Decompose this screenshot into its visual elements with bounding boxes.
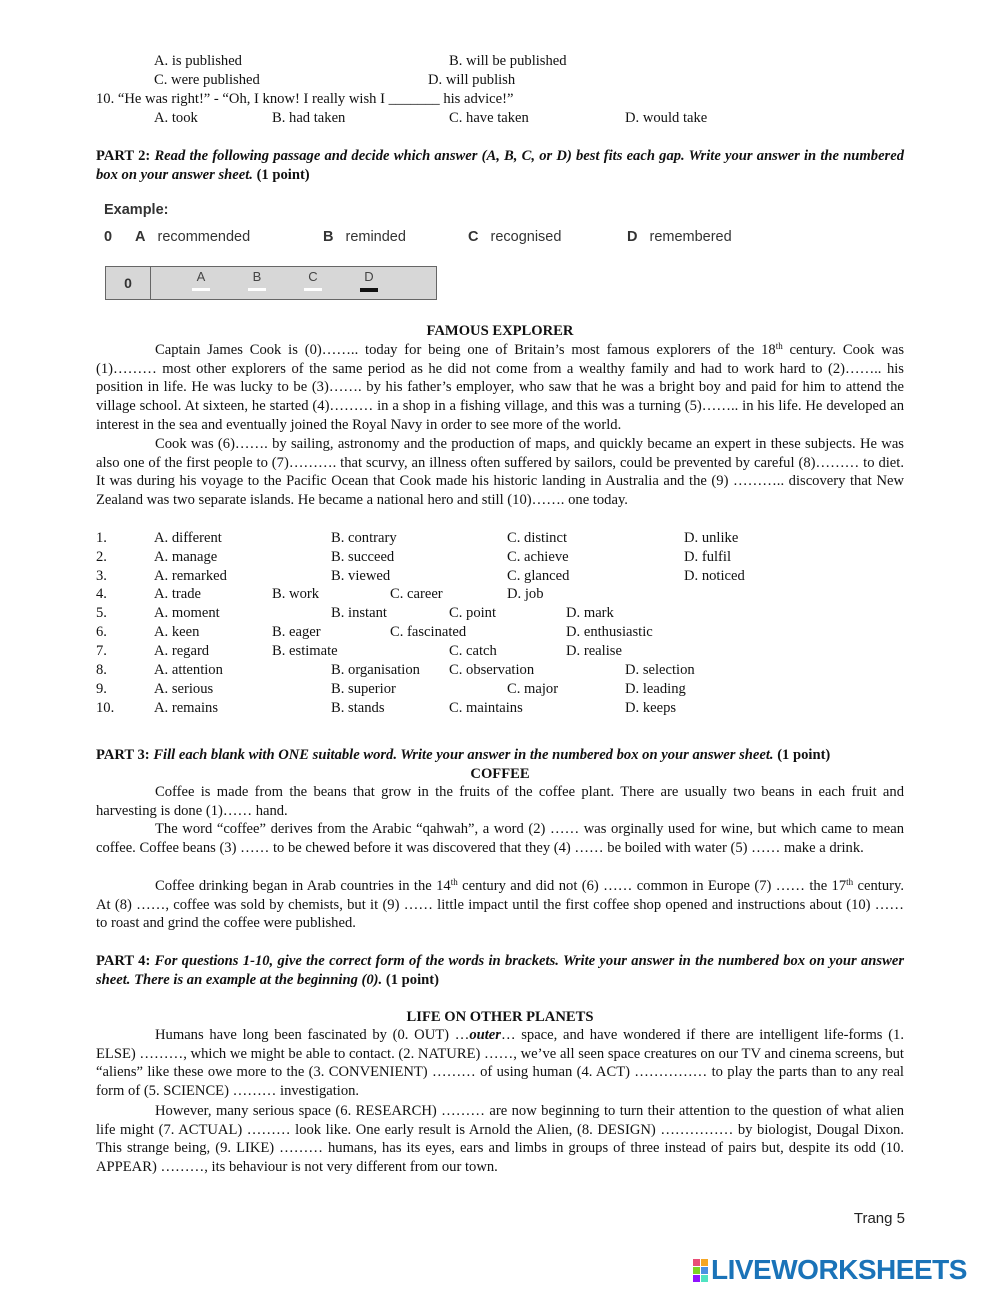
- opt-row-8-num: 8.: [96, 662, 107, 678]
- opt-row-4-a: A. trade: [154, 586, 202, 602]
- part2-label: PART 2:: [96, 148, 151, 164]
- opt-row-9-c: C. major: [507, 681, 559, 697]
- part4-instruction: [96, 952, 904, 989]
- q9-option-a: A. is published: [154, 53, 242, 69]
- part2-instruction-text: Read the following passage and decide which answer (A, B, C, or D) best fits each gap. Write your answer in the numbered box on your answer sheet.: [96, 148, 905, 183]
- opt-row-5-a: A. moment: [154, 605, 220, 621]
- opt-row-7-a: A. regard: [154, 643, 210, 659]
- opt-row-6-a: A. keen: [154, 624, 200, 640]
- opt-row-2-b: B. succeed: [331, 549, 395, 565]
- planets-p1-text-b: … space, and have wondered if there are intelligent life-forms (1. ELSE) ………, which we might be able to contact. (2. NATURE) ……, we’ve all seen space creatures on our TV and cinema screens, but “aliens” like these owe more to the (3. CONVENIENT) ……… of using human (4. ACT) …………… to play the parts than to any real form of (5. SCIENCE) ……… investigation.: [96, 1027, 904, 1100]
- opt-row-3-a: A. remarked: [154, 568, 227, 584]
- opt-row-8-c: C. observation: [449, 662, 535, 678]
- logo-square-6: [701, 1275, 708, 1282]
- opt-row-7-num: 7.: [96, 643, 107, 659]
- opt-row-2-num: 2.: [96, 549, 107, 565]
- planets-paragraph-1: [96, 1026, 904, 1101]
- opt-row-8-a: A. attention: [154, 662, 223, 678]
- opt-row-8-d: D. selection: [625, 662, 695, 678]
- opt-row-3-num: 3.: [96, 568, 107, 584]
- opt-row-1-num: 1.: [96, 530, 107, 546]
- opt-row-7-d: D. realise: [566, 643, 622, 659]
- coffee-p3-text-a: Coffee drinking began in Arab countries in the 14: [155, 878, 451, 894]
- opt-row-4-b: B. work: [272, 586, 320, 602]
- famous-explorer-paragraph-2: Cook was (6)……. by sailing, astronomy and the production of maps, and quickly became an expert in these subjects. He was also one of the first people to (7)………. that scurvy, an illness often suffered by sailors, could be prevented by careful (8)……… to diet. It was during his voyage to the Pacific Ocean that Cook made his historic landing in Australia and the (9) ……….. discovery that New Zealand was two separate islands. He became a national hero and still (10)……. one today.: [96, 436, 904, 509]
- opt-row-5-num: 5.: [96, 605, 107, 621]
- opt-row-4-num: 4.: [96, 586, 107, 602]
- opt-row-4-c: C. career: [390, 586, 443, 602]
- example-option-b: [323, 229, 406, 245]
- opt-row-2-d: D. fulfil: [684, 549, 732, 565]
- opt-row-3-b: B. viewed: [331, 568, 391, 584]
- planets-p1-example-answer: outer: [469, 1027, 501, 1043]
- opt-row-6-num: 6.: [96, 624, 107, 640]
- coffee-p3-sup-1: th: [450, 877, 458, 887]
- part3-points: (1 point): [777, 747, 831, 763]
- opt-row-1-d: D. unlike: [684, 530, 739, 546]
- q10-option-b: B. had taken: [272, 110, 346, 126]
- planets-paragraph-2: However, many serious space (6. RESEARCH) ……… are now beginning to turn their attention to the question of what alien life might (7. ACTUAL) ……… look like. One early result is Arnold the Alien, (8. DESIGN) …………… by biologist, Dougal Dixon. This strange being, (9. LIKE) ……… humans, has its eyes, ears and limbs in groups of three instead of pairs but, despite its odd (10. APPEAR) ………, its behaviour is not very different from our town.: [96, 1103, 904, 1176]
- q9-option-c: C. were published: [154, 72, 260, 88]
- opt-row-7-b: B. estimate: [272, 643, 338, 659]
- part2-points: (1 point): [256, 166, 310, 183]
- q9-option-d: D. will publish: [428, 72, 516, 88]
- example-box-mark-a: [192, 288, 210, 291]
- example-box-mark-c: [304, 288, 322, 291]
- opt-row-9-b: B. superior: [331, 681, 396, 697]
- coffee-p3-text-c: century. At (8) ……, coffee was sold by chemists, but it (9) …… little impact until the first coffee shop opened and instructions about (10) …… to roast and grind the coffee were published.: [96, 878, 905, 932]
- part3-label: PART 3:: [96, 747, 150, 763]
- opt-row-4-d: D. job: [507, 586, 544, 602]
- famous-explorer-title: FAMOUS EXPLORER: [426, 323, 574, 339]
- opt-row-10-d: D. keeps: [625, 700, 677, 716]
- example-option-c-letter: C: [468, 229, 479, 245]
- famous-explorer-paragraph-1: [96, 341, 904, 435]
- logo-square-2: [701, 1259, 708, 1266]
- liveworksheets-logo: [693, 1256, 967, 1284]
- opt-row-6-b: B. eager: [272, 624, 321, 640]
- opt-row-9-a: A. serious: [154, 681, 214, 697]
- q10-question: 10. “He was right!” - “Oh, I know! I really wish I _______ his advice!”: [96, 91, 514, 107]
- example-option-a-word: recommended: [157, 229, 251, 245]
- example-option-a: [135, 229, 250, 245]
- example-number-text: 0: [104, 229, 113, 245]
- part4-label: PART 4:: [96, 953, 151, 969]
- example-heading: Example:: [104, 202, 169, 218]
- opt-row-10-num: 10.: [96, 700, 115, 716]
- example-box-letter-d: D: [364, 269, 374, 284]
- liveworksheets-logo-icon: [693, 1259, 708, 1282]
- p1-sup: th: [775, 341, 783, 351]
- example-box-letter-c: C: [308, 269, 318, 284]
- example-option-c: [468, 229, 561, 245]
- q10-option-c: C. have taken: [449, 110, 529, 126]
- opt-row-5-d: D. mark: [566, 605, 614, 621]
- q10-option-d: D. would take: [625, 110, 708, 126]
- example-option-b-letter: B: [323, 229, 334, 245]
- opt-row-9-d: D. leading: [625, 681, 686, 697]
- coffee-paragraph-2: The word “coffee” derives from the Arabic “qahwah”, a word (2) …… was orginally used for wine, but which came to mean coffee. Coffee beans (3) …… to be chewed before it was discovered that they (4) …… be boiled with water (5) …… make a drink.: [96, 821, 904, 856]
- coffee-title: COFFEE: [470, 766, 530, 782]
- coffee-p3-sup-2: th: [846, 877, 854, 887]
- p1-text-a: Captain James Cook is (0)…….. today for being one of Britain’s most famous explorers of the 18: [155, 342, 776, 358]
- opt-row-2-a: A. manage: [154, 549, 218, 565]
- opt-row-3-c: C. glanced: [507, 568, 570, 584]
- example-option-d-word: remembered: [649, 229, 732, 245]
- life-on-other-planets-title: LIFE ON OTHER PLANETS: [406, 1009, 594, 1025]
- opt-row-10-b: B. stands: [331, 700, 385, 716]
- example-option-d: [627, 229, 732, 245]
- logo-square-5: [693, 1275, 700, 1282]
- coffee-p3-text-b: century and did not (6) …… common in Europe (7) …… the 17: [457, 878, 847, 894]
- opt-row-1-a: A. different: [154, 530, 222, 546]
- q9-option-b: B. will be published: [449, 53, 567, 69]
- part4-points: (1 point): [385, 971, 439, 988]
- q10-option-a: A. took: [154, 110, 198, 126]
- part2-instruction: [96, 147, 904, 184]
- opt-row-5-b: B. instant: [331, 605, 387, 621]
- part3-instruction-text: Fill each blank with ONE suitable word. Write your answer in the numbered box on your answer sheet.: [153, 747, 774, 763]
- opt-row-3-d: D. noticed: [684, 568, 745, 584]
- example-box-mark-b: [248, 288, 266, 291]
- logo-square-1: [693, 1259, 700, 1266]
- example-box-letter-b: B: [252, 269, 262, 284]
- coffee-paragraph-3: [96, 877, 904, 933]
- liveworksheets-brand-text: LIVEWORKSHEETS: [711, 1254, 967, 1285]
- opt-row-10-a: A. remains: [154, 700, 219, 716]
- coffee-paragraph-1: Coffee is made from the beans that grow in the fruits of the coffee plant. There are usually two beans in each fruit and harvesting is done (1)…… hand.: [96, 784, 904, 819]
- example-box-letter-a: A: [196, 269, 206, 284]
- opt-row-2-c: C. achieve: [507, 549, 569, 565]
- opt-row-1-b: B. contrary: [331, 530, 397, 546]
- logo-square-3: [693, 1267, 700, 1274]
- opt-row-6-c: C. fascinated: [390, 624, 467, 640]
- planets-p1-text-a: Humans have long been fascinated by (0. OUT) …: [155, 1027, 470, 1043]
- part3-instruction: [96, 746, 830, 764]
- example-box-number: 0: [106, 267, 151, 299]
- opt-row-9-num: 9.: [96, 681, 107, 697]
- page-number: Trang 5: [853, 1210, 905, 1227]
- example-option-d-letter: D: [627, 229, 638, 245]
- example-answer-box: [105, 266, 437, 300]
- part4-instruction-text: For questions 1-10, give the correct form of the words in brackets. Write your answer in the numbered box on your answer sheet. There is an example at the beginning (0).: [96, 953, 904, 988]
- example-option-a-letter: A: [135, 229, 146, 245]
- p1-text-b: century. Cook was (1)……… most other explorers of the same period as he did not come from a wealthy family and had to work hard to (2)…….. his position in life. He was lucky to be (3)……. by his father’s employer, who saw that he was a bright boy and paid for him to attend the village school. At sixteen, he started (4)……… in a shop in a fishing village, and this was a turning (5)…….. in his life. He developed an interest in the sea and eventually joined the Royal Navy in order to see more of the world.: [96, 342, 904, 433]
- opt-row-7-c: C. catch: [449, 643, 497, 659]
- opt-row-6-d: D. enthusiastic: [566, 624, 653, 640]
- opt-row-8-b: B. organisation: [331, 662, 420, 678]
- logo-square-4: [701, 1267, 708, 1274]
- example-box-mark-d-selected: [360, 288, 378, 292]
- opt-row-10-c: C. maintains: [449, 700, 523, 716]
- example-number: [104, 229, 124, 245]
- example-option-b-word: reminded: [345, 229, 406, 245]
- example-option-c-word: recognised: [490, 229, 562, 245]
- opt-row-5-c: C. point: [449, 605, 497, 621]
- opt-row-1-c: C. distinct: [507, 530, 567, 546]
